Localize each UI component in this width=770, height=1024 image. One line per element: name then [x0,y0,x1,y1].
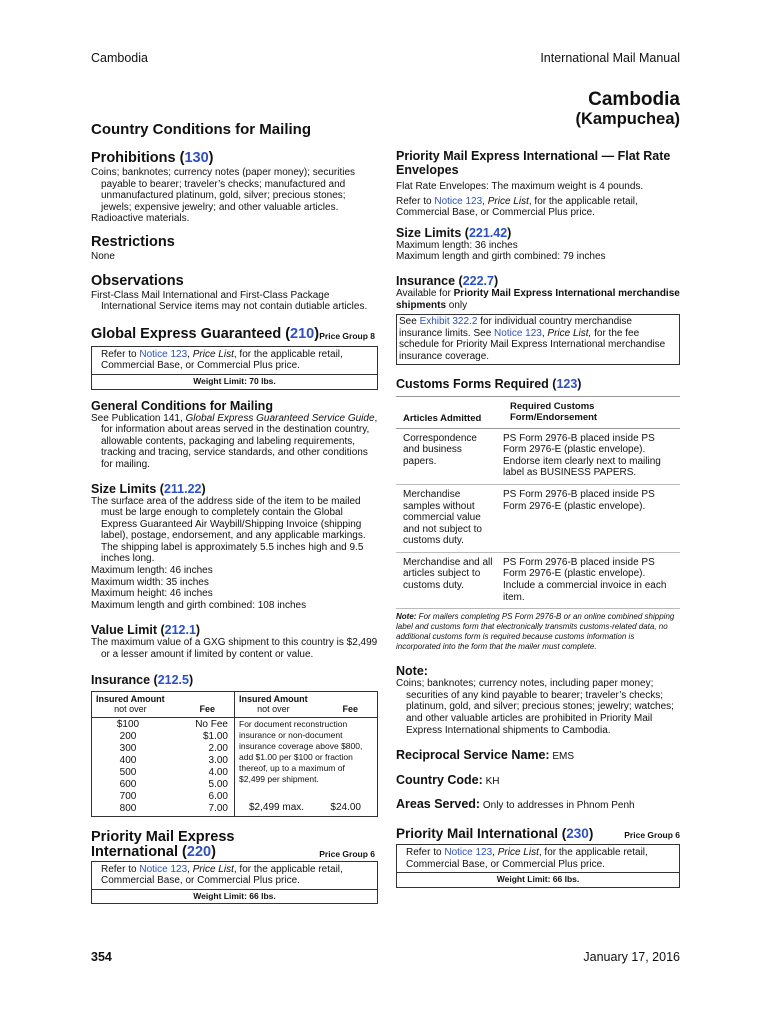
gxg-size-line: Maximum length: 46 inches [91,565,213,577]
customs-row [396,553,680,609]
pmei-notice-link[interactable]: Notice 123 [139,863,188,875]
customs-col-forms: Required Customs Form/Endorsement [510,400,598,423]
customs-ref-link[interactable]: 123 [556,376,578,391]
value-limit-ref-link[interactable]: 212.1 [164,623,196,638]
customs-form: PS Form 2976-B placed inside PS Form 2976-E (plastic envelope). Endorse item clearly next to mailing label as BUSINESS PAPERS. [503,432,661,479]
ins-amount: 800 [119,802,137,814]
gxg-weight-limit: Weight Limit: 70 lbs. [92,374,377,389]
footer-date: January 17, 2016 [583,950,680,964]
gxg-price-group: Price Group 8 [319,330,375,341]
header-right: International Mail Manual [540,51,680,65]
right-column [396,150,680,888]
ins-fee: 7.00 [208,802,228,814]
customs-article: Correspondence and business papers. [403,432,477,467]
prohibitions-heading: Prohibitions (130) [91,150,214,166]
ins-fee: 5.00 [208,778,228,790]
ins-fee: 3.00 [208,754,228,766]
customs-table [396,396,680,610]
pmi-ref-link[interactable]: 230 [566,826,589,841]
gxg-ref-link[interactable]: 210 [290,325,315,342]
pmei-refbox-text: Refer to Notice 123, Price List, for the applicable retail, Commercial Base, or Commercial Plus price. [101,863,343,887]
pmei-size-line: Maximum length: 36 inches [396,239,518,251]
pmi-heading-row [396,826,680,842]
ins-col-amount-1: Insured Amount [96,693,165,704]
areas-served [396,799,680,812]
prohibitions-text: Coins; banknotes; currency notes (paper money); securities payable to bearer; traveler’s checks; manufactured and unmanufactured platinum, gold, silver; precious stones; jewels; expensive jewelry; and other valuable articles. Radioactive materials. [91,167,356,225]
pmei-size-limits-heading: Size Limits (221.42) [396,225,512,240]
reciprocal-label: Reciprocal Service Name: [396,748,550,763]
country-code [396,772,680,788]
ins-rows [96,718,230,816]
note-heading: Note: [396,664,428,679]
observations-heading: Observations [91,272,184,289]
flat-rate-heading: Priority Mail Express International — Flat Rate Envelopes [396,149,671,177]
customs-header-row [396,396,680,429]
ins-amount: 700 [119,790,137,802]
gxg-insurance-heading: Insurance (212.5) [91,672,194,687]
gxg-size-line: Maximum width: 35 inches [91,576,209,588]
ins-amount: 600 [119,778,137,790]
ins-amount: 500 [119,766,137,778]
restrictions-heading: Restrictions [91,233,175,250]
gxg-size-ref-link[interactable]: 211.22 [163,481,202,496]
country-name: Cambodia [588,89,680,110]
pmi-refbox-text: Refer to Notice 123, Price List, for the applicable retail, Commercial Base, or Commercial Plus price. [406,847,648,870]
page-title: Country Conditions for Mailing [91,121,311,138]
general-conditions-text: See Publication 141, Global Express Guaranteed Service Guide, for information about areas served in the destination country, allowable contents, packaging and labeling requirements, tracking and tracing, service standards, and other conditions for mailing. [91,412,378,470]
areas-served-label: Areas Served: [396,797,481,812]
flat-rate-notice-link[interactable]: Notice 123 [434,195,483,207]
customs-form: PS Form 2976-B placed inside PS Form 2976-E (plastic envelope). [503,488,655,512]
pmei-price-group: Price Group 6 [319,848,375,859]
value-limit-heading: Value Limit (212.1) [91,623,201,638]
ins-row [96,779,230,791]
country-alt-name: (Kampuchea) [575,110,680,128]
country-title [380,90,680,129]
ins-amount: 200 [119,730,137,742]
customs-col-articles: Articles Admitted [403,412,482,424]
ins-fee: 4.00 [208,766,228,778]
reciprocal-service [396,750,680,763]
gxg-size-limits-text: The surface area of the address side of the item to be mailed must be large enough to completely contain the Global Express Guaranteed Air Waybill/Shipping Invoice (shipping label), postage, endorsement, and any applicable markings. The shipping label is approximately 5.5 inches high and 9.5 inches long. [91,495,366,565]
gxg-insurance-ref-link[interactable]: 212.5 [157,672,189,687]
ins-row [96,719,230,731]
gxg-size-limits-heading: Size Limits (211.22) [91,481,206,496]
country-code-value: KH [485,775,500,787]
reciprocal-value: EMS [552,751,575,763]
pmei-insurance-notice-link[interactable]: Notice 123 [494,327,542,339]
value-limit-text: The maximum value of a GXG shipment to this country is $2,499 or a lesser amount if limited by content or value. [91,637,378,661]
ins-amount: 400 [119,754,137,766]
customs-row [396,429,680,485]
gxg-notice-link[interactable]: Notice 123 [139,348,188,360]
customs-form: PS Form 2976-B placed inside PS Form 2976-E (plastic envelope). Include a commercial invoice in each item. [503,556,667,603]
pmei-insurance-box: See Exhibit 322.2 for individual country merchandise insurance limits. See Notice 123, Price List, for the fee schedule for Priority Mail Express International merchandise insurance coverage. [396,314,680,364]
general-conditions-heading: General Conditions for Mailing [91,398,273,413]
pmei-refbox [91,861,378,905]
page-number: 354 [91,950,112,964]
flat-rate-text: Flat Rate Envelopes: The maximum weight is 4 pounds. [396,181,644,192]
ins-amount: 300 [119,742,137,754]
pmi-notice-link[interactable]: Notice 123 [444,847,493,858]
ins-col-fee: Fee [342,703,358,714]
customs-note: Note: For mailers completing PS Form 2976-B or an online combined shipping label and customs form that electronically transmits customs-related data, no additional customs form is required because customs information is incorporated into the form that the mailer must complete. [396,612,675,652]
pmei-heading: Priority Mail Express International (220) [91,828,235,860]
pmi-refbox [396,844,680,888]
pmei-ref-link[interactable]: 220 [186,843,212,860]
pmi-price-group: Price Group 6 [624,830,680,840]
pmei-size-ref-link[interactable]: 221.42 [468,225,508,240]
flat-rate-ref: Refer to Notice 123, Price List, for the applicable retail, Commercial Base, or Commercial Plus price. [396,195,638,219]
ins-fee: $1.00 [202,730,228,742]
ins-fee: 2.00 [208,742,228,754]
gxg-insurance-table [91,691,378,817]
ins-max-amount: $2,499 max. [249,801,305,813]
ins-fee: 6.00 [208,790,228,802]
ins-note: For document reconstruction insurance or non-document insurance coverage above $800, add $1.00 per $100 or fraction thereof, up to a maximum of $2,499 per shipment. [239,718,363,784]
gxg-refbox [91,346,378,390]
gxg-size-line: Maximum length and girth combined: 108 inches [91,599,307,611]
gxg-size-line: Maximum height: 46 inches [91,588,213,600]
ins-col-amount-2: not over [114,704,147,715]
pmi-weight-limit: Weight Limit: 66 lbs. [397,872,679,887]
customs-article: Merchandise and all articles subject to customs duty. [403,556,493,592]
country-code-label: Country Code: [396,772,483,787]
customs-row [396,485,680,553]
areas-served-value: Only to addresses in Phnom Penh [482,800,635,812]
pmi-heading: Priority Mail International (230) [396,826,594,841]
restrictions-text: None [91,250,115,262]
ins-row [96,755,230,767]
customs-article: Merchandise samples without commercial value and not subject to customs duty. [403,488,482,547]
pmei-size-line: Maximum length and girth combined: 79 inches [396,251,606,263]
left-column [91,150,378,904]
ins-amount: $100 [116,718,140,730]
pmei-weight-limit: Weight Limit: 66 lbs. [92,889,377,904]
ins-row [96,743,230,755]
pmei-insurance-availability: Available for Priority Mail Express International merchandise shipments only [396,287,680,311]
gxg-heading-row [91,326,378,344]
customs-rows [396,429,680,610]
gxg-heading: Global Express Guaranteed (210) [91,325,320,342]
ins-row [96,767,230,779]
pmei-insurance-ref-link[interactable]: 222.7 [462,273,494,288]
note-text: Coins; banknotes; currency notes, including paper money; securities of any kind payable to bearer; traveler’s checks; platinum, gold, and silver; precious stones; jewelry; watches; and other valuable articles are prohibited in Priority Mail Express International shipments to Cambodia. [396,678,674,736]
ins-max-fee: $24.00 [330,801,361,813]
ins-col-amount-2: not over [257,704,290,715]
ins-row [96,803,230,815]
customs-heading: Customs Forms Required (123) [396,376,582,391]
header-left: Cambodia [91,51,148,65]
ins-fee: No Fee [195,718,228,730]
pmei-heading-row [91,830,378,860]
observations-text: First-Class Mail International and First-Class Package International Service items may not contain dutiable articles. [91,289,368,313]
ins-col-amount-1: Insured Amount [239,693,308,704]
gxg-refbox-text: Refer to Notice 123, Price List, for the applicable retail, Commercial Base, or Commercial Plus price. [101,348,343,372]
ins-row [96,791,230,803]
exhibit-link[interactable]: Exhibit 322.2 [419,316,478,328]
ins-row [96,731,230,743]
ins-col-fee: Fee [199,703,215,714]
pmei-insurance-heading: Insurance (222.7) [396,273,499,288]
prohibitions-ref-link[interactable]: 130 [184,150,209,166]
